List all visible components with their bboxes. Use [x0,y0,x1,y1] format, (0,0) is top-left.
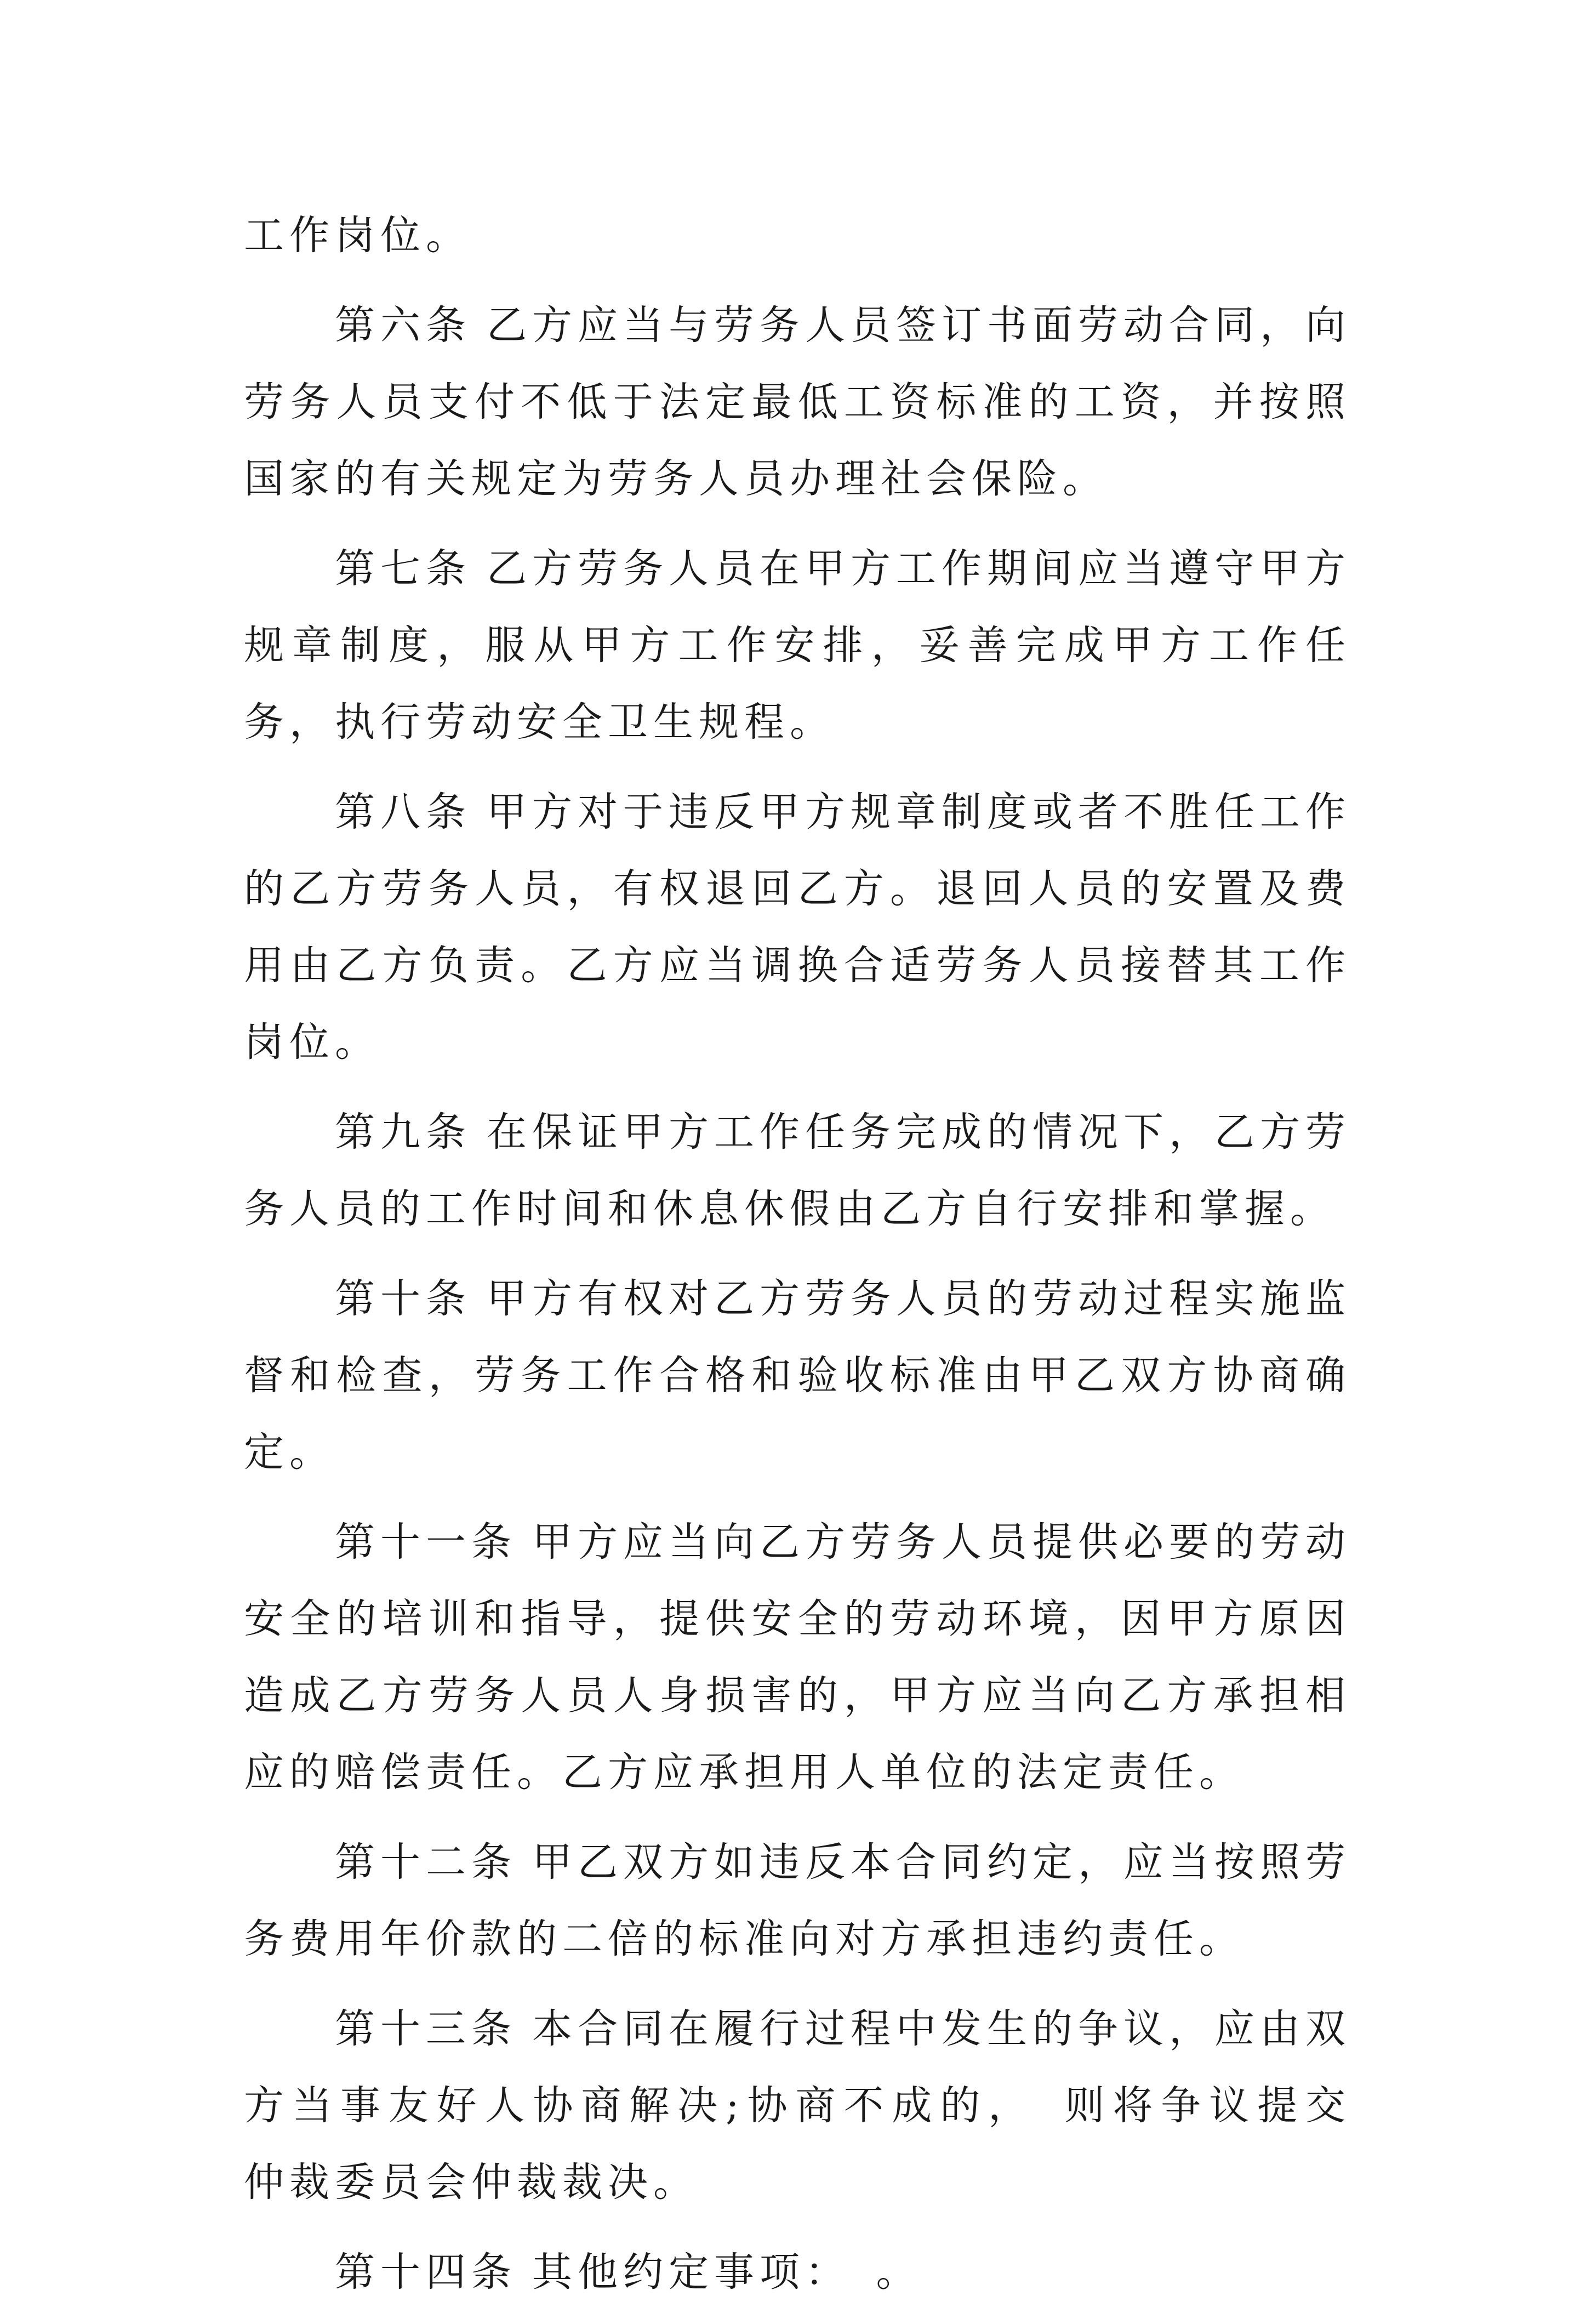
article-text: 甲方对于违反甲方规章制度或者不胜任工作的乙方劳务人员，有权退回乙方。退回人员的安置及费用由乙方负责。乙方应当调换合适劳务人员接替其工作岗位。 [244,789,1351,1066]
paragraph-continuation [244,197,1351,274]
article-12 [244,1824,1351,1978]
article-text: 本合同在履行过程中发生的争议，应由双方当事友好人协商解决;协商不成的， 则将争议提交 仲裁委员会仲裁裁决。 [244,2006,1396,2206]
article-text: 乙方应当与劳务人员签订书面劳动合同，向劳务人员支付不低于法定最低工资标准的工资，并按照国家的有关规定为劳务人员办理社会保险。 [244,302,1351,502]
article-14 [244,2234,1351,2311]
article-label: 第十条 [335,1275,471,1322]
article-label: 第八条 [335,789,471,835]
article-13 [244,1991,1396,2221]
article-text: 在保证甲方工作任务完成的情况下，乙方劳务人员的工作时间和休息休假由乙方自行安排和掌握。 [244,1109,1351,1232]
article-label: 第七条 [335,545,471,592]
article-label: 第六条 [335,302,471,349]
article-label: 第十一条 [335,1519,517,1565]
article-text: 甲方有权对乙方劳务人员的劳动过程实施监督和检查，劳务工作合格和验收标准由甲乙双方协商确定。 [244,1275,1351,1476]
article-7 [244,531,1351,761]
article-label: 第九条 [335,1109,471,1155]
contract-text-block [244,197,1396,2324]
article-text: 乙方劳务人员在甲方工作期间应当遵守甲方规章制度，服从甲方工作安排，妥善完成甲方工作任务，执行劳动安全卫生规程。 [244,545,1351,745]
paragraph-text: 工作岗位。 [244,212,471,259]
article-label: 第十二条 [335,1839,517,1886]
article-text: 其他约定事项： 。 [532,2249,922,2295]
article-9 [244,1094,1351,1248]
article-text: 甲方应当向乙方劳务人员提供必要的劳动安全的培训和指导，提供安全的劳动环境，因甲方原因造成乙方劳务人员人身损害的，甲方应当向乙方承担相应的赔偿责任。乙方应承担用人单位的法定责任。 [244,1519,1351,1796]
article-label: 第十三条 [335,2006,517,2052]
article-label: 第十四条 [335,2249,517,2295]
article-text: 甲乙双方如违反本合同约定，应当按照劳务费用年价款的二倍的标准向对方承担违约责任。 [244,1839,1351,1962]
article-8 [244,774,1351,1081]
article-6 [244,287,1351,517]
article-10 [244,1261,1351,1491]
article-11 [244,1504,1351,1811]
